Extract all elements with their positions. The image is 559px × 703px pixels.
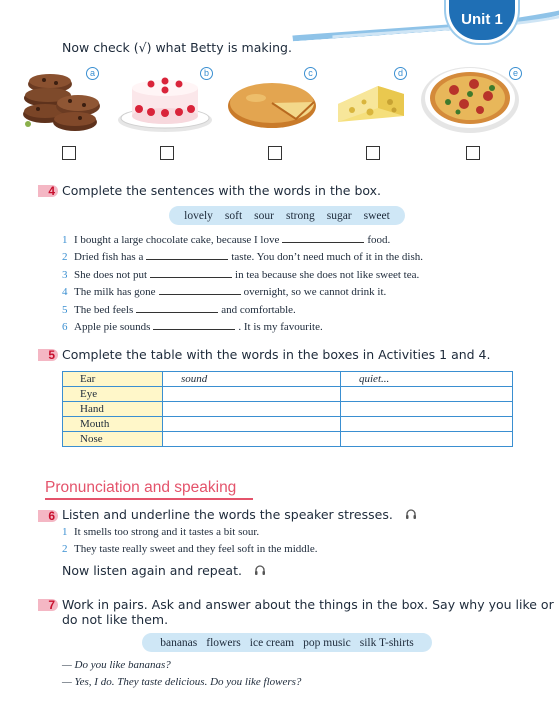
table-row (63, 372, 513, 387)
ex3-instruction: Now check (√) what Betty is making. (62, 40, 292, 55)
food-image-cake (117, 64, 217, 144)
sentence-text: Dried fish has a (74, 251, 144, 264)
unit-badge: Unit 1 (449, 0, 515, 40)
dialog-line: — Do you like bananas? (62, 659, 171, 671)
ex6-instruction-row (62, 507, 417, 523)
table-row (63, 417, 513, 432)
ex6-lines (62, 524, 317, 558)
answer-blank[interactable] (159, 286, 241, 295)
line-number: 2 (62, 543, 68, 555)
row-label: Eye (63, 387, 163, 402)
food-image-cookies (20, 64, 120, 144)
ex4-word-box (169, 206, 405, 225)
table-row (63, 387, 513, 402)
header-decoration-line (328, 0, 559, 38)
checkbox-e[interactable] (466, 146, 480, 160)
sentence-text: Apple pie sounds (74, 321, 151, 334)
cheese-icon (334, 64, 434, 144)
list-item (62, 541, 317, 558)
sentence-number: 2 (62, 251, 68, 264)
sentence-number: 6 (62, 321, 68, 334)
section-underline (45, 498, 253, 500)
answer-blank[interactable] (150, 269, 232, 278)
ex7-instruction-line: do not like them. (62, 612, 169, 627)
word-box-item: pop music (303, 636, 351, 649)
checkbox-d[interactable] (366, 146, 380, 160)
word-box-item: sour (254, 209, 274, 222)
table-cell[interactable]: sound (163, 372, 341, 387)
food-image-cheese (334, 64, 434, 144)
line-text: They taste really sweet and they feel soft in the middle. (74, 543, 318, 555)
ex4-instruction: Complete the sentences with the words in the box. (62, 183, 382, 198)
exercise-number: 4 (38, 185, 58, 197)
option-letter: c (304, 67, 317, 80)
word-box-item: bananas (160, 636, 198, 649)
ex5-instruction: Complete the table with the words in the boxes in Activities 1 and 4. (62, 347, 491, 362)
table-row (63, 402, 513, 417)
answer-blank[interactable] (282, 234, 364, 243)
sentence-text: She does not put (74, 268, 148, 281)
sentence-line (62, 284, 423, 301)
sentence-line (62, 319, 423, 336)
table-cell[interactable] (341, 387, 513, 402)
ex4-sentence-list (62, 232, 423, 336)
table-cell[interactable] (341, 432, 513, 447)
sentence-text: and comfortable. (221, 303, 296, 316)
answer-blank[interactable] (146, 251, 228, 260)
row-label: Nose (63, 432, 163, 447)
sentence-text: I bought a large chocolate cake, because I love (74, 234, 280, 246)
dialog-line: — Yes, I do. They taste delicious. Do you like flowers? (62, 676, 302, 688)
table-cell[interactable] (163, 432, 341, 447)
ex6-instruction: Listen and underline the words the speaker stresses. (62, 507, 393, 522)
option-letter: a (86, 67, 99, 80)
row-label: Ear (63, 372, 163, 387)
word-box-item: sweet (363, 209, 390, 222)
row-label: Mouth (63, 417, 163, 432)
word-box-item: lovely (184, 209, 213, 222)
line-number: 1 (62, 526, 68, 538)
ex7-dialog (62, 657, 301, 691)
word-box-item: silk T-shirts (359, 636, 414, 649)
food-image-pizza (420, 60, 524, 140)
sentence-line (62, 267, 423, 284)
table-cell[interactable]: quiet... (341, 372, 513, 387)
sentence-number: 3 (62, 268, 68, 281)
word-box-item: flowers (206, 636, 241, 649)
option-letter: d (394, 67, 407, 80)
option-letter: e (509, 67, 522, 80)
table-cell[interactable] (341, 402, 513, 417)
sentence-text: taste. You don’t need much of it in the dish. (231, 251, 424, 264)
sentence-text: in tea because she does not like sweet tea. (235, 268, 420, 281)
word-box-item: strong (285, 209, 315, 222)
cookies-icon (20, 64, 120, 144)
sentence-text: The bed feels (74, 303, 134, 316)
word-box-item: sugar (326, 209, 352, 222)
sentence-text: The milk has gone (74, 286, 156, 299)
answer-blank[interactable] (153, 321, 235, 330)
line-text: It smells too strong and it tastes a bit sour. (74, 526, 260, 538)
sentence-number: 5 (62, 303, 68, 316)
option-letter: b (200, 67, 213, 80)
table-cell[interactable] (163, 387, 341, 402)
row-label: Hand (63, 402, 163, 417)
answer-blank[interactable] (136, 304, 218, 313)
ex7-word-box (142, 633, 432, 652)
sentence-number: 1 (62, 234, 68, 246)
table-cell[interactable] (163, 417, 341, 432)
sentence-line (62, 249, 423, 266)
table-cell[interactable] (163, 402, 341, 417)
sentence-number: 4 (62, 286, 68, 299)
word-box-item: ice cream (249, 636, 295, 649)
section-heading: Pronunciation and speaking (45, 479, 237, 496)
headphones-icon[interactable] (405, 508, 417, 523)
word-box-item: soft (224, 209, 243, 222)
headphones-icon[interactable] (254, 564, 266, 579)
sentence-text: . It is my favourite. (238, 321, 323, 334)
sentence-text: food. (367, 234, 391, 246)
sentence-line (62, 302, 423, 319)
exercise-number: 6 (38, 510, 58, 522)
sentence-text: overnight, so we cannot drink it. (243, 286, 387, 299)
sentence-line (62, 232, 423, 249)
checkbox-b[interactable] (160, 146, 174, 160)
list-item (62, 524, 317, 541)
ex7-instruction-line: Work in pairs. Ask and answer about the things in the box. Say why you like or (62, 597, 554, 612)
checkbox-a[interactable] (62, 146, 76, 160)
food-image-pie (226, 64, 326, 144)
exercise-number: 5 (38, 349, 58, 361)
ex6-followup-row (62, 563, 266, 579)
table-cell[interactable] (341, 417, 513, 432)
checkbox-c[interactable] (268, 146, 282, 160)
ex7-instruction (62, 597, 554, 627)
exercise-number: 7 (38, 599, 58, 611)
ex6-followup: Now listen again and repeat. (62, 563, 242, 578)
senses-table (62, 371, 513, 447)
table-row (63, 432, 513, 447)
